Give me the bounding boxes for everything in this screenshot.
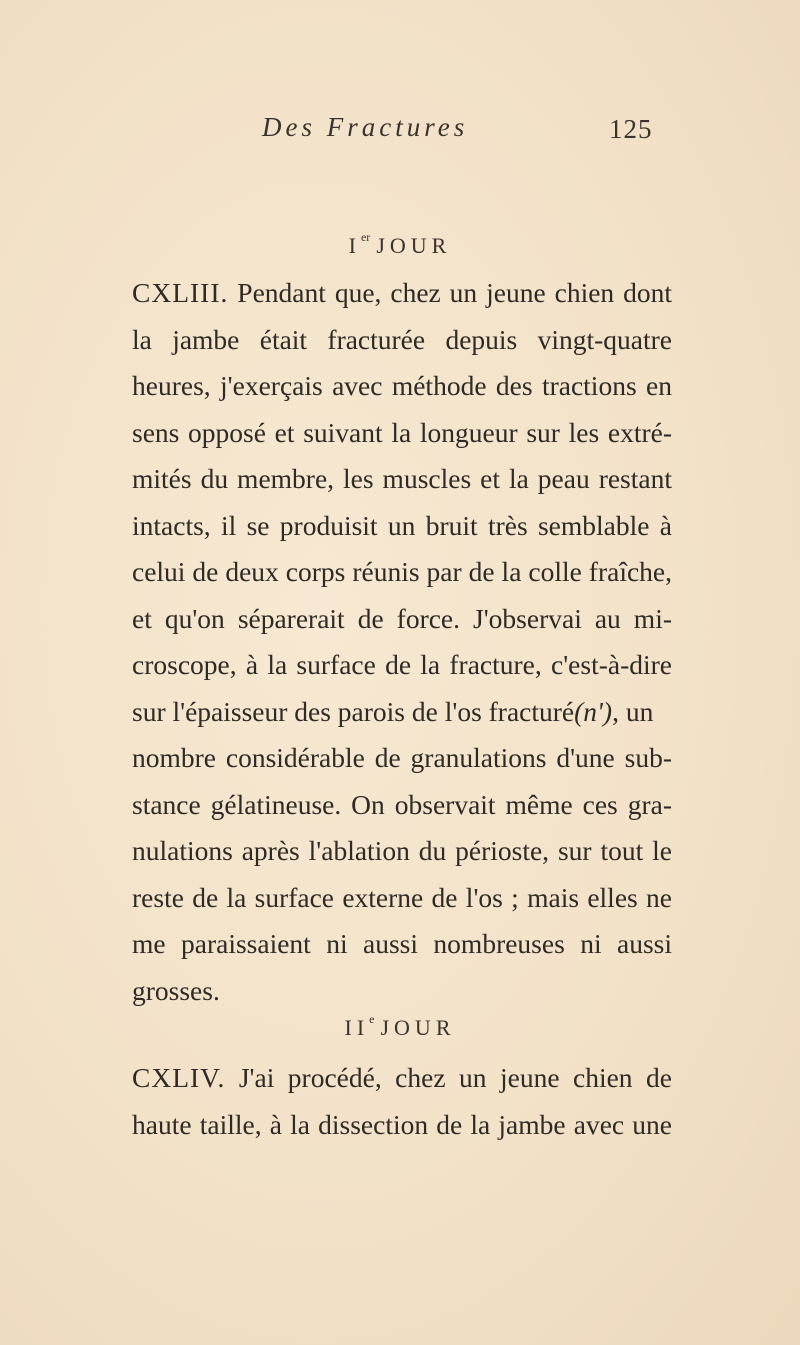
section-heading-day-2 <box>0 1012 800 1041</box>
text-line: CXLIII. Pendant que, chez un jeune chien dont <box>132 277 672 308</box>
text-line: intacts, il se produisit un bruit très semblable à <box>132 509 672 541</box>
text-line: nombre considérable de granulations d'une sub- <box>132 742 672 773</box>
text-line: sens opposé et suivant la longueur sur les extré- <box>132 416 672 448</box>
text-line: grosses. <box>132 974 220 1006</box>
text-line: nulations après l'ablation du périoste, sur tout le <box>132 835 672 866</box>
text-line: croscope, à la surface de la fracture, c'est-à-dire <box>132 649 672 680</box>
text-line: celui de deux corps réunis par de la colle fraîche, <box>132 556 672 587</box>
running-title: Des Fractures <box>262 112 469 142</box>
running-head <box>0 112 800 152</box>
paragraph-number: CXLIII. <box>132 277 229 308</box>
heading-word: JOUR <box>380 1015 456 1040</box>
heading-superscript: e <box>369 1012 375 1026</box>
text-line: haute taille, à la dissection de la jambe avec une <box>132 1108 672 1140</box>
text-line: heures, j'exerçais avec méthode des tractions en <box>132 370 672 401</box>
heading-numeral: II <box>344 1015 370 1040</box>
heading-word: JOUR <box>376 233 452 258</box>
paragraph-cxliv <box>132 1055 672 1148</box>
paragraph-number: CXLIV. <box>132 1062 226 1093</box>
text-line: stance gélatineuse. On observait même ces gra- <box>132 788 672 820</box>
text-line: mités du membre, les muscles et la peau restant <box>132 463 672 494</box>
text-line: sur l'épaisseur des parois de l'os fracturé(n'), un <box>132 695 654 727</box>
footnote-reference: (n') <box>574 695 613 727</box>
text-line: la jambe était fracturée depuis vingt-quatre <box>132 323 672 355</box>
text-line: reste de la surface externe de l'os ; mais elles ne <box>132 881 672 913</box>
heading-superscript: er <box>360 230 371 244</box>
section-heading-day-1 <box>0 230 800 259</box>
page-number: 125 <box>609 114 653 144</box>
text-line: me paraissaient ni aussi nombreuses ni aussi <box>132 928 672 959</box>
paragraph-cxliii <box>132 270 672 1014</box>
text-line: CXLIV. J'ai procédé, chez un jeune chien de <box>132 1062 672 1093</box>
heading-numeral: I <box>348 233 361 258</box>
text-line: et qu'on séparerait de force. J'observai au mi- <box>132 602 672 634</box>
